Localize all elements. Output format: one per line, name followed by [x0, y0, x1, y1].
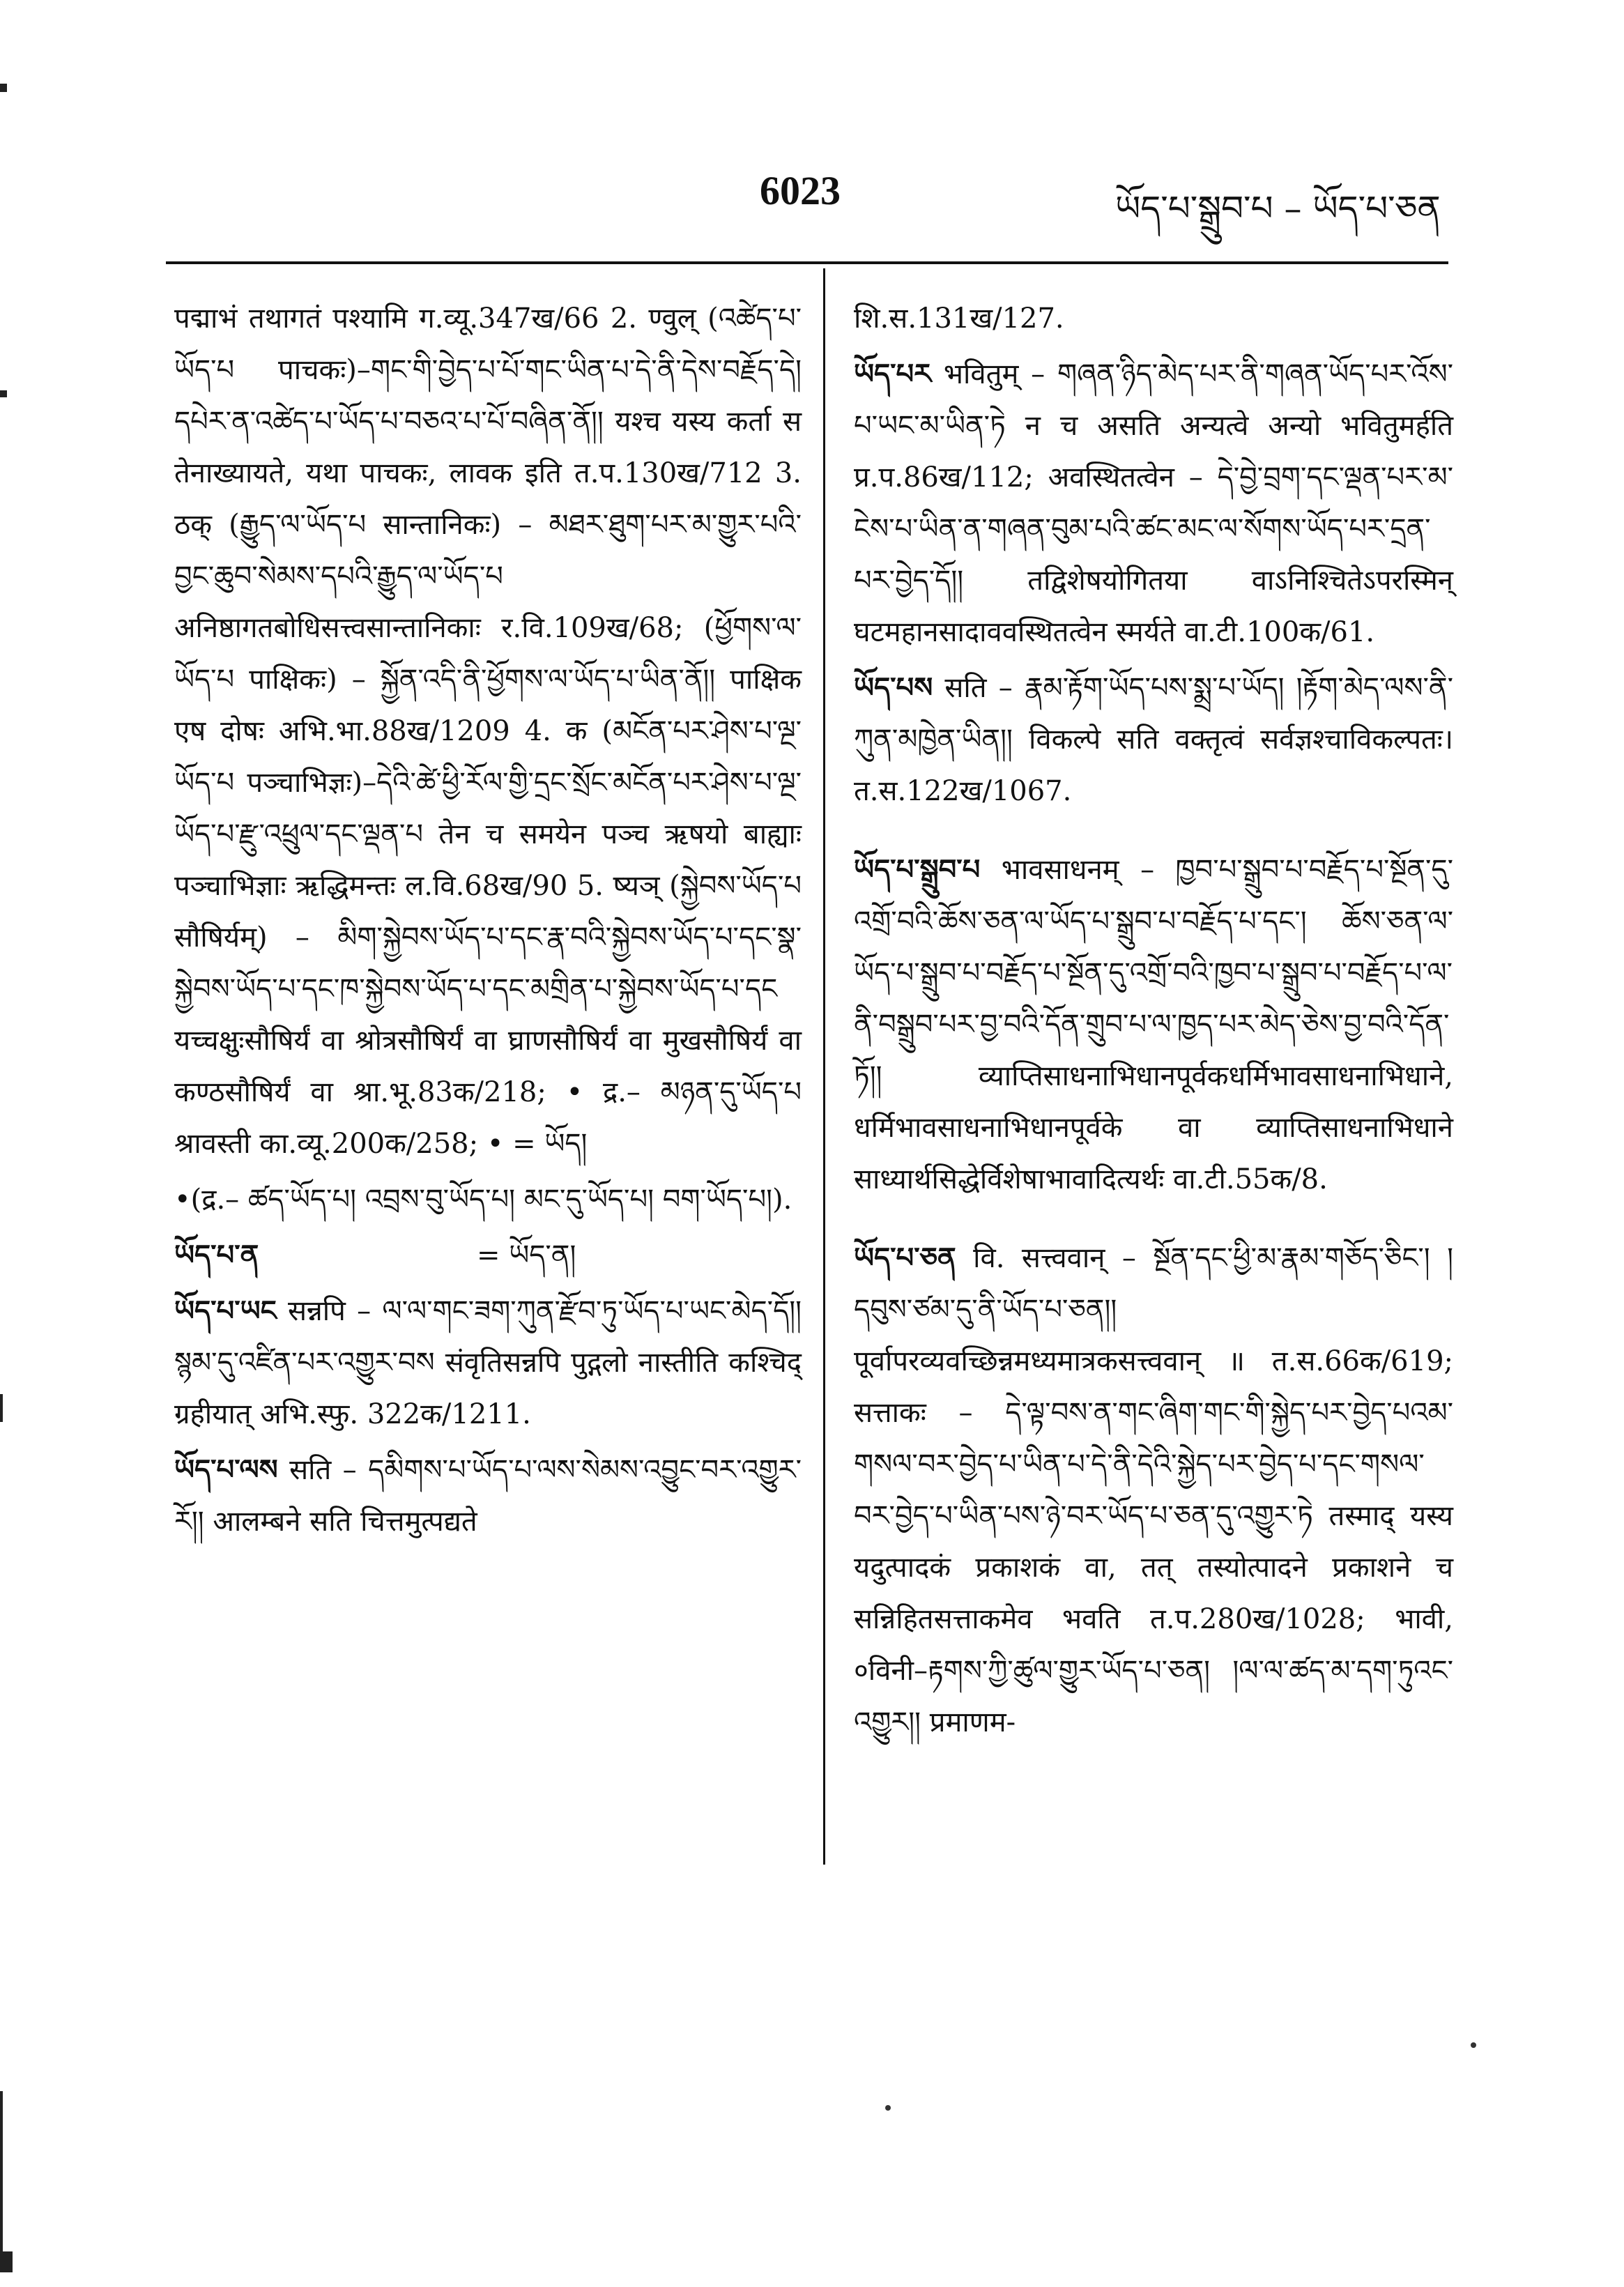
entry-headword: ཡོད་པ་ཡང [174, 1294, 277, 1327]
dictionary-entry [174, 1230, 802, 1281]
column-divider [823, 268, 825, 1865]
header-rule [166, 261, 1448, 264]
entry-text: वि. सत्त्ववान् – སྔོན་དང་ཕྱི་མ་རྣམ་གཅོད་ཅིང་། །དབུས་ཙམ་དུ་ནི་ཡོད་པ་ཅན།། पूर्वापरव्यवच्छिन्नमध्यमात्रकसत्त्ववान् ॥ त.स.66क/619; सत्ताकः – དེ་ལྟ་བས་ན་གང་ཞིག་གང་གི་སྐྱེད་པར་བྱེད་པའམ་གསལ་བར་བྱེད་པ་ཡིན་པ་དེ་ནི་དེའི་སྐྱེད་པར་བྱེད་པ་དང་གསལ་བར་བྱེད་པ་ཡིན་པས་ཉེ་བར་ཡོད་པ་ཅན་དུ་འགྱུར་ཏེ तस्माद् यस्य यदुत्पादकं प्रकाशकं वा, तत् तस्योत्पादने प्रकाशने च सन्निहितसत्ताकमेव भवति त.प.280ख/1028; भावी, ०विनी–རྟགས་ཀྱི་ཚུལ་གྱུར་ཡོད་པ་ཅན། །ལ་ལ་ཚད་མ་དག་ཏུའང་འགྱུར།། प्रमाणम- [854, 1242, 1453, 1738]
entry-text: सन्नपि – ལ་ལ་གང་ཟག་ཀུན་རྫོབ་ཏུ་ཡོད་པ་ཡང་མེད་དོ།། སྙམ་དུ་འཛིན་པར་འགྱུར་བས संवृतिसन्नपि पुद्गलो नास्तीति कश्चिद् ग्रहीयात् अभि.स्फु. 322क/1211. [174, 1295, 802, 1430]
running-head: ཡོད་པ་སྒྲུབ་པ – ཡོད་པ་ཅན [1115, 188, 1441, 229]
entry-text: पद्माभं तथागतं पश्यामि ग.व्यू.347ख/66 2. ण्वुल् (འཚེད་པ་ཡོད་པ पाचकः)–གང་གི་བྱེད་པ་པོ་གང་ཡིན་པ་དེ་ནི་དེས་བརྗོད་དེ། དཔེར་ན་འཚེད་པ་ཡོད་པ་བཅའ་པ་པོ་བཞིན་ནོ།། यश्च यस्य कर्ता स तेनाख्यायते, यथा पाचकः, लावक इति त.प.130ख/712 3. ठक् (རྒྱུད་ལ་ཡོད་པ सान्तानिकः) – མཐར་ཐུག་པར་མ་གྱུར་པའི་བྱང་ཆུབ་སེམས་དཔའི་རྒྱུད་ལ་ཡོད་པ अनिष्ठागतबोधिसत्त्वसान्तानिकाः र.वि.109ख/68; (ཕྱོགས་ལ་ཡོད་པ पाक्षिकः) – སྐྱོན་འདི་ནི་ཕྱོགས་ལ་ཡོད་པ་ཡིན་ནོ།། पाक्षिक एष दोषः अभि.भा.88ख/1209 4. क (མངོན་པར་ཤེས་པ་ལྔ་ཡོད་པ पञ्चाभिज्ञः)–དེའི་ཚེ་ཕྱི་རོལ་གྱི་དྲང་སྲོང་མངོན་པར་ཤེས་པ་ལྔ་ཡོད་པ་རྫུ་འཕྲུལ་དང་ལྡན་པ तेन च समयेन पञ्च ऋषयो बाह्याः पञ्चाभिज्ञाः ऋद्धिमन्तः ल.वि.68ख/90 5. ष्यञ् (སྐྱེབས་ཡོད་པ सौषिर्यम्) – མིག་སྐྱེབས་ཡོད་པ་དང་རྣ་བའི་སྐྱེབས་ཡོད་པ་དང་སྣ་སྐྱེབས་ཡོད་པ་དང་ཁ་སྐྱེབས་ཡོད་པ་དང་མགྲིན་པ་སྐྱེབས་ཡོད་པ་དང यच्चक्षुःसौषिर्यं वा श्रोत्रसौषिर्यं वा घ्राणसौषिर्यं वा मुखसौषिर्यं वा कण्ठसौषिर्यं वा श्रा.भू.83क/218; • द्र.– མཉན་དུ་ཡོད་པ श्रावस्ती का.व्यू.200क/258; • = ཡོད། [174, 303, 802, 1160]
entry-text: शि.स.131ख/127. [854, 303, 1064, 335]
scan-mark [0, 84, 7, 92]
entry-text: = ཡོད་ན། [477, 1239, 576, 1271]
page-header [0, 167, 1624, 244]
scan-edge [0, 0, 14, 2287]
entry-text: भावसाधनम् – ཁྱབ་པ་སྒྲུབ་པ་བརྗོད་པ་སྔོན་དུ་འགྲོ་བའི་ཆོས་ཅན་ལ་ཡོད་པ་སྒྲུབ་པ་བརྗོད་པ་དང་། ཆོས་ཅན་ལ་ཡོད་པ་སྒྲུབ་པ་བརྗོད་པ་སྔོན་དུ་འགྲོ་བའི་ཁྱབ་པ་སྒྲུབ་པ་བརྗོད་པ་ལ་ནི་བསྒྲུབ་པར་བྱ་བའི་དོན་གྲུབ་པ་ལ་ཁྱད་པར་མེད་ཅེས་བྱ་བའི་དོན་ཏོ།། व्याप्तिसाधनाभिधानपूर्वकधर्मिभावसाधनाभिधाने, धर्मिभावसाधनाभिधानपूर्वके वा व्याप्तिसाधनाभिधाने साध्यार्थसिद्धेर्विशेषाभावादित्यर्थः वा.टी.55क/8. [854, 854, 1453, 1195]
dictionary-entry [174, 1285, 802, 1440]
dictionary-entry [174, 1174, 802, 1225]
scan-mark [0, 1394, 3, 1422]
dictionary-entry [854, 1232, 1453, 1748]
scan-mark [0, 2091, 3, 2272]
scan-mark [0, 390, 7, 397]
entry-headword: ཡོད་པར [854, 358, 932, 390]
dictionary-entry [854, 662, 1453, 817]
stray-dot [1471, 2042, 1476, 2048]
right-column [854, 293, 1453, 1752]
entry-headword: ཡོད་པ་ཅན [854, 1241, 956, 1274]
dictionary-entry [174, 293, 802, 1170]
dictionary-entry [854, 293, 1453, 344]
page-number: 6023 [760, 168, 841, 213]
entry-text: भवितुम् – གཞན་ཉིད་མེད་པར་ནི་གཞན་ཡོད་པར་འོས་པ་ཡང་མ་ཡིན་ཏེ न च असति अन्यत्वे अन्यो भवितुमर्हति प्र.प.86ख/112; अवस्थितत्वेन – དེ་བྱེ་བྲག་དང་ལྡན་པར་མ་ངེས་པ་ཡིན་ན་གཞན་བུམ་པའི་ཚང་མང་ལ་སོགས་ཡོད་པར་དྲན་པར་བྱེད་དོ།། तद्विशेषयोगितया वाऽनिश्चितेऽपरस्मिन् घटमहानसादाववस्थितत्वेन स्मर्यते वा.टी.100क/61. [854, 358, 1453, 648]
entry-headword: ཡོད་པས [854, 671, 933, 704]
entry-headword: ཡོད་པ་ན [174, 1239, 259, 1271]
dictionary-entry [174, 1444, 802, 1547]
stray-dot [885, 2105, 891, 2111]
entry-headword: ཡོད་པ་སྒྲུབ་པ [854, 853, 981, 886]
entry-text: •(द्र.– ཚད་ཡོད་པ། འབྲས་བུ་ཡོད་པ། མང་དུ་ཡོད་པ། བག་ཡོད་པ།). [174, 1184, 792, 1216]
dictionary-entry [854, 844, 1453, 1205]
scan-mark [0, 2251, 13, 2272]
left-column [174, 293, 802, 1552]
entry-text: सति – རྣམ་རྟོག་ཡོད་པས་སྨྲ་པ་ཡོད། །རྟོག་མེད་ལས་ནི་ཀུན་མཁྱེན་ཡིན།། विकल्पे सति वक्तृत्वं सर्वज्ञश्चाविकल्पतः। त.स.122ख/1067. [854, 672, 1453, 807]
dictionary-entry [854, 349, 1453, 658]
entry-headword: ཡོད་པ་ལས [174, 1453, 278, 1486]
entry-text: सति – དམིགས་པ་ཡོད་པ་ལས་སེམས་འབྱུང་བར་འགྱུར་རོ།། आलम्बने सति चित्तमुत्पद्यते [174, 1454, 802, 1538]
